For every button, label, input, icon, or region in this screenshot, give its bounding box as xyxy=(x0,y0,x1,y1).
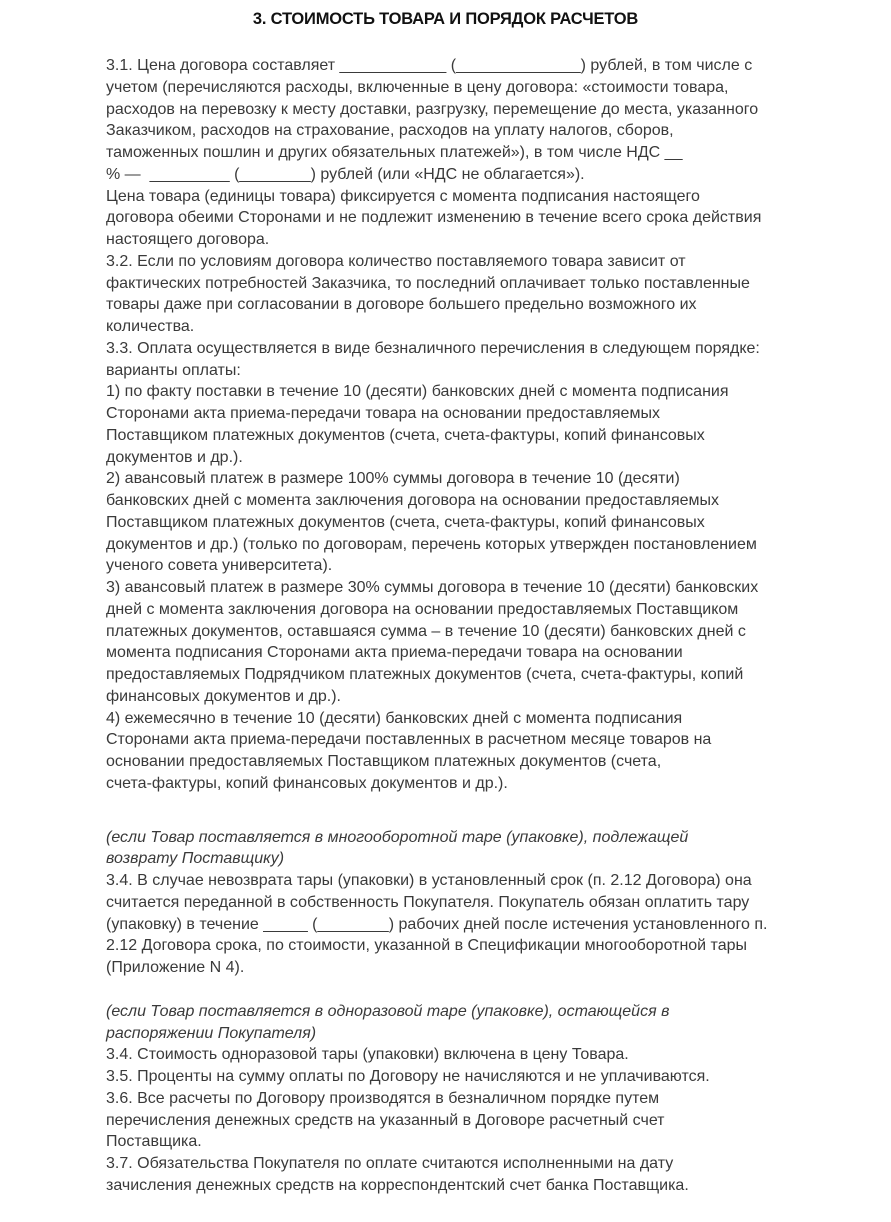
section-title: 3. СТОИМОСТЬ ТОВАРА И ПОРЯДОК РАСЧЕТОВ xyxy=(252,10,639,28)
text-line: варианты оплаты: xyxy=(106,361,241,379)
text-line: 3.4. Стоимость одноразовой тары (упаковки) включена в цену Товара. xyxy=(106,1046,629,1064)
text-line: товары даже при согласовании в договоре большего предельно возможного их xyxy=(106,296,697,314)
text-line: финансовых документов и др.). xyxy=(106,687,341,705)
disposable-packaging-note xyxy=(106,1001,806,1045)
text-line: 3.7. Обязательства Покупателя по оплате считаются исполненными на дату xyxy=(106,1155,674,1172)
spacer xyxy=(106,979,806,1001)
text-line: 3.6. Все расчеты по Договору производятся в безналичном порядке путем xyxy=(106,1089,660,1107)
italic-note-line: (если Товар поставляется в одноразовой таре (упаковке), остающейся в xyxy=(106,1002,670,1020)
spacer xyxy=(106,795,806,827)
text-line: 2.12 Договора срока, по стоимости, указанной в Спецификации многооборотной тары xyxy=(106,937,747,955)
text-line: 2) авансовый платеж в размере 100% суммы договора в течение 10 (десяти) xyxy=(106,470,680,488)
italic-note-line: (если Товар поставляется в многооборотной таре (упаковке), подлежащей xyxy=(106,828,689,846)
text-line: платежных документов, оставшаяся сумма – в течение 10 (десяти) банковских дней с xyxy=(106,622,746,640)
text-line: 3.3. Оплата осуществляется в виде безналичного перечисления в следующем порядке: xyxy=(106,339,760,357)
final-terms-block xyxy=(106,1044,806,1196)
text-line: 3.4. В случае невозврата тары (упаковки) в установленный срок (п. 2.12 Договора) она xyxy=(106,872,752,889)
text-line: 3.5. Проценты на сумму оплаты по Договору не начисляются и не уплачиваются. xyxy=(106,1068,710,1085)
text-line: счета-фактуры, копий финансовых документов и др.). xyxy=(106,774,508,792)
payment-terms-block xyxy=(106,55,806,795)
text-line: Поставщиком платежных документов (счета, счета-фактуры, копий финансовых xyxy=(106,513,705,531)
text-line: документов и др.). xyxy=(106,448,243,466)
text-line: количества. xyxy=(106,318,195,335)
text-line: считается переданной в собственность Покупателя. Покупатель обязан оплатить тару xyxy=(106,893,750,911)
text-line: Цена товара (единицы товара) фиксируется с момента подписания настоящего xyxy=(106,187,700,205)
text-line: учетом (перечисляются расходы, включенные в цену договора: «стоимости товара, xyxy=(106,78,729,96)
text-line: ученого совета университета). xyxy=(106,557,333,575)
text-line: 1) по факту поставки в течение 10 (десяти) банковских дней с момента подписания xyxy=(106,383,729,401)
text-line: настоящего договора. xyxy=(106,231,270,248)
text-line: Заказчиком, расходов на страхование, расходов на уплату налогов, сборов, xyxy=(106,122,674,140)
text-line: таможенных пошлин и других обязательных платежей»), в том числе НДС __ xyxy=(106,144,683,161)
text-line: 3) авансовый платеж в размере 30% суммы договора в течение 10 (десяти) банковских xyxy=(106,579,759,596)
text-line: Поставщиком платежных документов (счета, счета-фактуры, копий финансовых xyxy=(106,426,705,444)
text-line: банковских дней с момента заключения договора на основании предоставляемых xyxy=(106,492,720,509)
text-line: дней с момента заключения договора на основании предоставляемых Поставщиком xyxy=(106,600,739,618)
reusable-packaging-note xyxy=(106,827,806,871)
text-line: Поставщика. xyxy=(106,1133,202,1151)
text-line: основании предоставляемых Поставщиком платежных документов (счета, xyxy=(106,753,662,770)
text-line: % — _________ (________) рублей (или «НДС не облагается»). xyxy=(106,165,585,183)
text-line: 3.1. Цена договора составляет ____________ (______________) рублей, в том числе с xyxy=(106,57,753,74)
text-line: фактических потребностей Заказчика, то последний оплачивает только поставленные xyxy=(106,274,750,292)
text-line: документов и др.) (только по договорам, перечень которых утвержден постановлением xyxy=(106,535,757,553)
text-line: предоставляемых Подрядчиком платежных документов (счета, счета-фактуры, копий xyxy=(106,666,744,683)
text-line: 3.2. Если по условиям договора количество поставляемого товара зависит от xyxy=(106,252,686,270)
text-line: Сторонами акта приема-передачи поставленных в расчетном месяце товаров на xyxy=(106,731,712,749)
text-line: зачисления денежных средств на корреспондентский счет банка Поставщика. xyxy=(106,1176,689,1194)
reusable-packaging-block xyxy=(106,870,806,979)
text-line: (Приложение N 4). xyxy=(106,959,245,976)
text-line: расходов на перевозку к месту доставки, разгрузку, перемещение до места, указанного xyxy=(106,100,759,118)
text-line: договора обеими Сторонами и не подлежит изменению в течение всего срока действия xyxy=(106,209,762,227)
text-line: 4) ежемесячно в течение 10 (десяти) банковских дней с момента подписания xyxy=(106,709,683,727)
italic-note-line: распоряжении Покупателя) xyxy=(106,1024,317,1042)
italic-note-line: возврату Поставщику) xyxy=(106,850,285,868)
text-line: момента подписания Сторонами акта приема-передачи товара на основании xyxy=(106,644,683,662)
document-body xyxy=(106,55,806,1197)
text-line: перечисления денежных средств на указанный в Договоре расчетный счет xyxy=(106,1111,665,1129)
text-line: Сторонами акта приема-передачи товара на основании предоставляемых xyxy=(106,405,660,422)
text-line: (упаковку) в течение _____ (________) рабочих дней после истечения установленного п. xyxy=(106,915,768,933)
